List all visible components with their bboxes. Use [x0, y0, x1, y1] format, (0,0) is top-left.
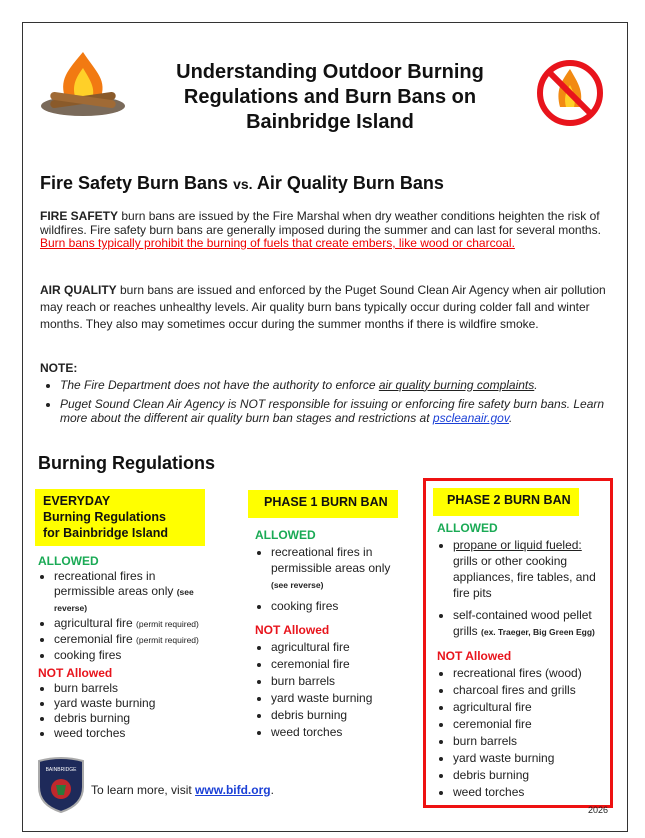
bifd-link[interactable]: www.bifd.org	[195, 783, 271, 797]
page-title: Understanding Outdoor Burning Regulations and Burn Bans on Bainbridge Island	[176, 61, 484, 133]
footer-text: To learn more, visit www.bifd.org.	[91, 783, 274, 797]
note-section: NOTE: • The Fire Department does not have the authority to enforce air quality burning complaints. • Puget Sound Clean Air Agency is NOT responsible for issuing or enforcing fire safety burn bans. Learn more about the different air quality burn ban stages and restrictions at pscleanair.gov.	[40, 362, 610, 431]
air-quality-paragraph: AIR QUALITY burn bans are issued and enforced by the Puget Sound Clean Air Agency when air pollution may reach or reaches unhealthy levels. Air quality burn bans typically occur during colder fall and winter months. They also may sometimes occur during the summer months if there is wildfire smoke.	[40, 283, 606, 331]
phase1-column: ALLOWED • recreational fires in permissible areas only (see reverse) • cooking fires NOT Allowed • agricultural fire • ceremonial fire • burn barrels • yard waste burning • debris burning • weed torches	[255, 519, 405, 741]
fire-safety-paragraph: FIRE SAFETY burn bans are issued by the Fire Marshal when dry weather conditions heighten the risk of wildfires. Fire safety burn bans are generally imposed during the summer and can last for several months. Burn bans typically prohibit the burning of fuels that create embers, like wood or charcoal.	[40, 209, 601, 250]
everyday-header: EVERYDAY Burning Regulations for Bainbridge Island	[35, 489, 205, 546]
year-label: 2026	[588, 805, 609, 815]
no-fire-icon	[536, 59, 604, 127]
fire-department-logo	[36, 757, 86, 813]
phase2-column: ALLOWED • propane or liquid fueled: grills or other cooking appliances, fire tables, and fire pits • self-contained wood pellet grills (ex. Traeger, Big Green Egg) NOT Allowed • recreational fires (wood) • charcoal fires and grills • agricultural fire • ceremonial fire • burn barrels • yard waste burning • debris burning • weed torches	[437, 512, 609, 801]
note-item: • Puget Sound Clean Air Agency is NOT responsible for issuing or enforcing fire safety burn bans. Learn more about the different air quality burn ban stages and restrictions at pscleanair.gov.	[60, 398, 610, 425]
phase2-header: PHASE 2 BURN BAN	[433, 488, 579, 516]
pscleanair-link[interactable]: pscleanair.gov	[432, 410, 509, 425]
section-heading: Fire Safety Burn Bans vs. Air Quality Burn Bans	[40, 173, 444, 193]
campfire-icon	[38, 50, 128, 118]
note-item: • The Fire Department does not have the authority to enforce air quality burning complaints.	[60, 379, 610, 393]
phase1-header: PHASE 1 BURN BAN	[248, 490, 398, 518]
svg-text:BAINBRIDGE: BAINBRIDGE	[45, 767, 77, 773]
everyday-column: ALLOWED • recreational fires in permissible areas only (see reverse) • agricultural fire (permit required) • ceremonial fire (permit required) • cooking fires NOT Allowed • burn barrels • yard waste burning • debris burning • weed torches	[38, 551, 218, 741]
regs-heading: Burning Regulations	[38, 453, 215, 473]
